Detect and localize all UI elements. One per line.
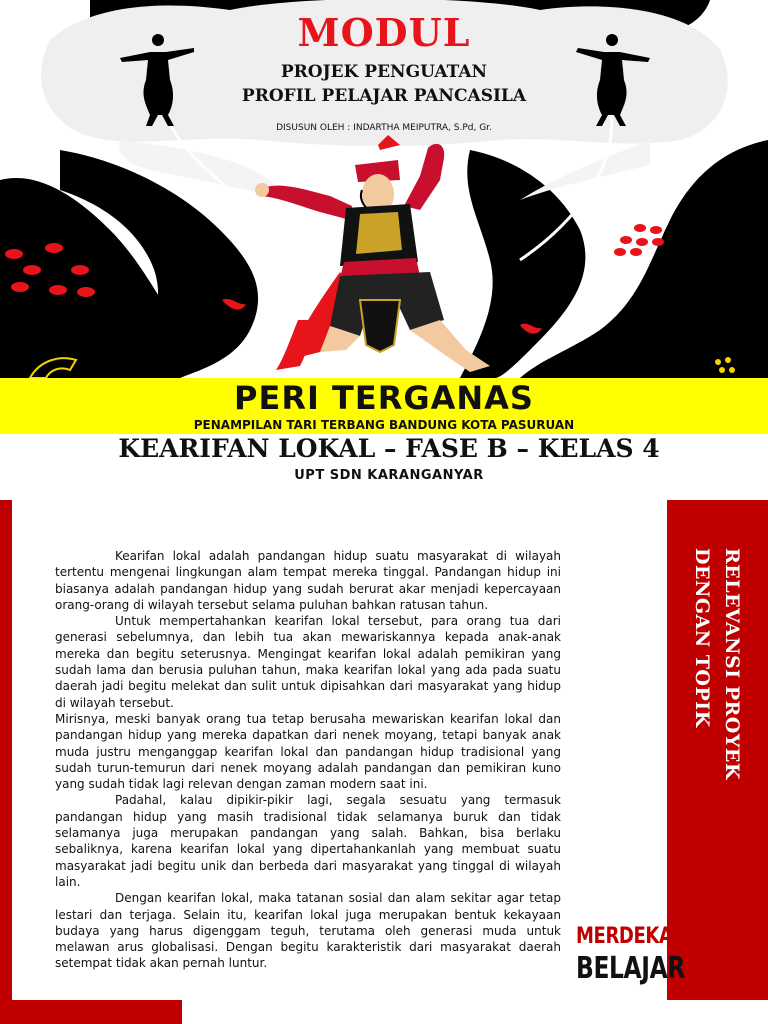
author-credit: DISUSUN OLEH : INDARTHA MEIPUTRA, S.Pd, Gr. (276, 123, 492, 133)
relevance-heading-text (677, 548, 747, 788)
body-text (55, 548, 561, 972)
paragraph-3: Mirisnya, meski banyak orang tua tetap berusaha mewariskan kearifan lokal dan pandangan hidup yang mereka dapatkan dari nenek moyang, tetapi banyak anak muda justru menganggap kearifan lokal dan pandangan hidup tradisional yang sudah turun-temurun dari nenek moyang adalah pandangan dan pemikiran kuno yang sudah tidak lagi relevan dengan zaman modern saat ini. (55, 711, 561, 792)
relevance-heading-line1: RELEVANSI PROYEK (721, 548, 743, 780)
bottom-accent-bar (0, 1000, 182, 1024)
left-accent-bar (0, 500, 12, 1024)
relevance-heading-line2: DENGAN TOPIK (691, 548, 713, 728)
school-name: UPT SDN KARANGANYAR (294, 468, 484, 483)
modul-title: MODUL (297, 10, 471, 55)
project-title: PERI TERGANAS (234, 379, 534, 417)
paragraph-4: Padahal, kalau dipikir-pikir lagi, segala sesuatu yang termasuk pandangan hidup yang masih tradisional tidak selamanya buruk dan tidak selamanya juga merupakan pandangan yang salah. Bahkan, bisa berlaku sebaliknya, karena kearifan lokal yang dipertahankanlah yang membuat suatu masyarakat jadi begitu unik dan berbeda dari masyarakat yang tinggal di wilayah lain. (55, 793, 561, 889)
subtitle-line2: PROFIL PELAJAR PANCASILA (241, 86, 527, 106)
paragraph-1: Kearifan lokal adalah pandangan hidup suatu masyarakat di wilayah tertentu mengenai lingkungan alam tempat mereka tinggal. Pandangan hidup ini biasanya adalah pandangan hidup yang sudah berurat akar menjadi kepercayaan orang-orang di wilayah tersebut selama puluhan bahkan ratusan tahun. (55, 549, 561, 612)
project-subtitle: PENAMPILAN TARI TERBANG BANDUNG KOTA PASURUAN (193, 418, 575, 432)
logo-belajar-text: BELAJAR (576, 951, 685, 986)
relevance-heading (677, 548, 747, 782)
paragraph-2: Untuk mempertahankan kearifan lokal tersebut, para orang tua dari generasi sebelumnya, dan lebih tua akan mewariskannya kepada anak-anak mereka dan begitu seterusnya. Mengingat kearifan lokal adalah pemikiran yang sudah lama dan berusia puluhan tahun, maka kearifan lokal yang ada pada suatu daerah jadi begitu melekat dan sulit untuk dipisahkan dari masyarakat yang hidup di wilayah tersebut. (55, 614, 561, 710)
logo-merdeka-text: MERDEKA (576, 924, 673, 949)
theme-heading: KEARIFAN LOKAL – FASE B – KELAS 4 (118, 434, 660, 463)
paragraph-5: Dengan kearifan lokal, maka tatanan sosial dan alam sekitar agar tetap lestari dan terjaga. Selain itu, kearifan lokal juga merupakan bentuk kekayaan budaya yang harus digenggam teguh, terutama oleh generasi muda untuk melawan arus globalisasi. Dengan begitu karakteristik dari masyarakat daerah setempat tidak akan pernah luntur. (55, 891, 561, 971)
subtitle-line1: PROJEK PENGUATAN (280, 62, 488, 82)
